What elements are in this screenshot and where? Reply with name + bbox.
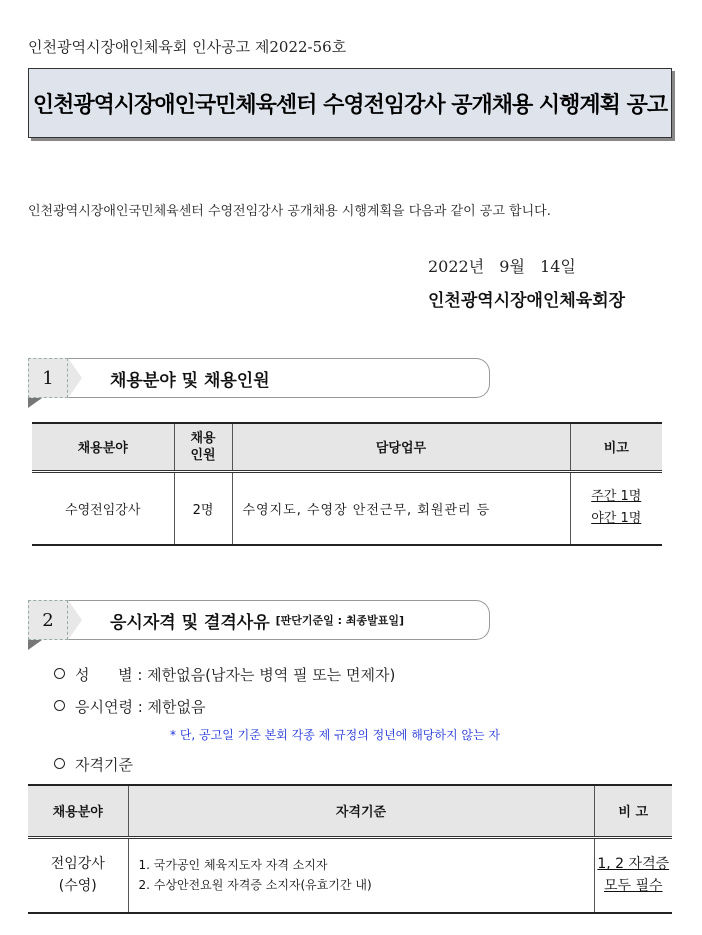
bullet-qualification	[54, 754, 133, 775]
section-1-arrow-icon	[68, 358, 82, 398]
field-line2: (수영)	[58, 878, 97, 895]
title-box	[28, 68, 672, 138]
section-2-fold-icon	[28, 640, 42, 650]
header-count: 채용 인원	[174, 423, 232, 471]
qualification-2: 2. 수상안전요원 자격증 소지자(유효기간 내)	[138, 878, 372, 893]
date-day: 14일	[540, 257, 576, 276]
header-field: 채용분야	[28, 785, 128, 837]
cell-note	[570, 471, 662, 545]
section-1-title: 채용분야 및 채용인원	[110, 370, 270, 391]
cell-count: 2명	[174, 471, 232, 545]
circle-bullet-icon	[54, 668, 65, 679]
header-note: 비고	[570, 423, 662, 471]
note-day: 주간 1명	[591, 489, 642, 505]
cell-duty: 수영지도, 수영장 안전근무, 회원관리 등	[232, 471, 570, 545]
section-2-subtitle: [판단기준일 : 최종발표일]	[275, 614, 405, 627]
note-line1: 1, 2 자격증	[597, 856, 670, 873]
bullet-age	[54, 696, 206, 717]
recruitment-table	[32, 422, 662, 546]
intro-text: 인천광역시장애인국민체육센터 수영전임강사 공개채용 시행계획을 다음과 같이 공고 합니다.	[28, 204, 551, 219]
date-month: 9월	[499, 257, 525, 276]
cell-qualification	[128, 837, 594, 913]
section-2-bar	[68, 600, 490, 640]
bullet-gender	[54, 664, 395, 685]
notice-date	[428, 254, 586, 277]
circle-bullet-icon	[54, 758, 65, 769]
page-title: 인천광역시장애인국민체육센터 수영전임강사 공개채용 시행계획 공고	[32, 92, 668, 118]
header-field: 채용분야	[32, 423, 174, 471]
bullet-gender-text: 성 별 : 제한없음(남자는 병역 필 또는 면제자)	[75, 666, 396, 684]
bullet-age-text: 응시연령 : 제한없음	[75, 698, 206, 716]
field-line1: 전임강사	[50, 856, 105, 873]
table-row	[28, 837, 672, 913]
cell-field	[28, 837, 128, 913]
cell-note	[594, 837, 672, 913]
section-1-fold-icon	[28, 398, 42, 408]
cell-field: 수영전임강사	[32, 471, 174, 545]
header-duty: 담당업무	[232, 423, 570, 471]
age-note: * 단, 공고일 기준 본회 각종 제 규정의 정년에 해당하지 않는 자	[170, 728, 500, 742]
section-2-title: 응시자격 및 결격사유	[110, 612, 270, 633]
section-2-arrow-icon	[68, 600, 82, 640]
section-1-number: 1	[28, 358, 68, 398]
date-year: 2022년	[428, 257, 485, 276]
signer: 인천광역시장애인체육회장	[428, 291, 626, 311]
header-qualification: 자격기준	[128, 785, 594, 837]
table-row	[32, 471, 662, 545]
table-header-row	[28, 785, 672, 837]
qualification-1: 1. 국가공인 체육지도자 자격 소지자	[138, 858, 328, 873]
section-1-bar	[68, 358, 490, 398]
qualification-table	[28, 784, 672, 914]
section-2-number: 2	[28, 600, 68, 640]
circle-bullet-icon	[54, 700, 65, 711]
table-header-row	[32, 423, 662, 471]
header-note: 비 고	[594, 785, 672, 837]
bullet-qualification-text: 자격기준	[75, 756, 133, 774]
notice-number: 인천광역시장애인체육회 인사공고 제2022-56호	[28, 38, 347, 56]
note-line2: 모두 필수	[603, 878, 663, 895]
note-night: 야간 1명	[591, 511, 642, 527]
